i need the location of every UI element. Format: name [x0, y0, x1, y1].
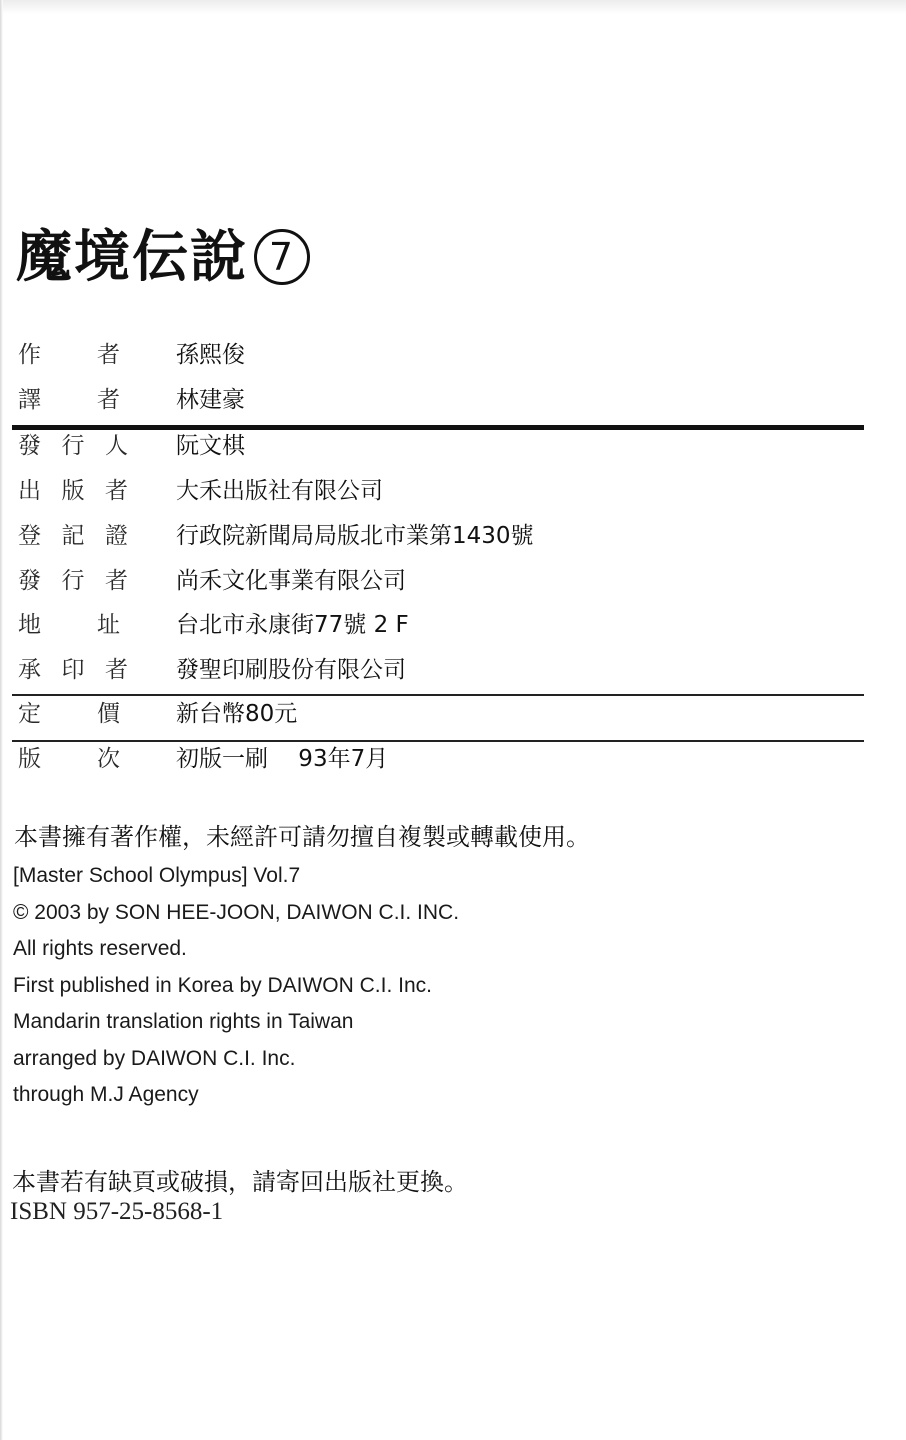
colophon-label: 發 行 人 — [18, 433, 128, 459]
credits-line: through M.J Agency — [13, 1083, 199, 1106]
colophon-row-distributor — [0, 559, 906, 603]
colophon-label: 出 版 者 — [18, 478, 128, 504]
colophon-value: 阮文棋 — [176, 433, 245, 459]
isbn-number: ISBN 957-25-8568-1 — [10, 1198, 224, 1225]
colophon-value: 發聖印刷股份有限公司 — [176, 657, 406, 683]
credits-line: © 2003 by SON HEE-JOON, DAIWON C.I. INC. — [13, 900, 460, 924]
copyright-notice: 本書擁有著作權，未經許可請勿擅自複製或轉載使用。 — [14, 823, 590, 851]
colophon-row-edition — [0, 737, 906, 781]
credits-block — [13, 858, 459, 1114]
colophon-row-registration — [0, 514, 906, 558]
colophon-value: 台北市永康街77號 2 F — [176, 612, 409, 638]
colophon-value: 尚禾文化事業有限公司 — [176, 568, 406, 594]
colophon-row-printer — [0, 648, 906, 692]
colophon-label: 作 者 — [18, 342, 120, 368]
colophon-row-price — [0, 692, 906, 736]
credits-line: All rights reserved. — [13, 937, 187, 960]
credits-line: arranged by DAIWON C.I. Inc. — [13, 1046, 296, 1070]
colophon-label: 登 記 證 — [18, 523, 128, 549]
colophon-row-address — [0, 603, 906, 647]
colophon-value: 大禾出版社有限公司 — [176, 478, 383, 504]
credits-line: [Master School Olympus] Vol.7 — [13, 864, 301, 887]
colophon-value: 新台幣80元 — [176, 701, 298, 727]
volume-circle-badge: 7 — [254, 229, 310, 285]
colophon-value: 孫熙俊 — [176, 342, 245, 368]
colophon-label: 定 價 — [18, 701, 120, 727]
colophon-value: 行政院新聞局局版北市業第1430號 — [176, 523, 534, 549]
colophon-row-author — [0, 333, 906, 377]
credits-line: First published in Korea by DAIWON C.I. Inc. — [13, 973, 432, 997]
damaged-copy-notice: 本書若有缺頁或破損，請寄回出版社更換。 — [12, 1168, 468, 1196]
colophon-row-publisher — [0, 469, 906, 513]
colophon-row-translator — [0, 378, 906, 422]
colophon-label: 譯 者 — [18, 387, 120, 413]
scan-top-smudge — [0, 0, 906, 14]
book-title-text: 魔境伝說 — [16, 224, 248, 290]
colophon-label: 地 址 — [18, 612, 120, 638]
book-title — [16, 222, 310, 292]
colophon-value: 初版一刷 93年7月 — [176, 746, 389, 772]
colophon-row-publisher-person — [0, 424, 906, 468]
colophon-label: 版 次 — [18, 746, 120, 772]
credits-line: Mandarin translation rights in Taiwan — [13, 1010, 354, 1033]
colophon-value: 林建豪 — [176, 387, 245, 413]
colophon-label: 承 印 者 — [18, 657, 128, 683]
colophon-label: 發 行 者 — [18, 568, 128, 594]
